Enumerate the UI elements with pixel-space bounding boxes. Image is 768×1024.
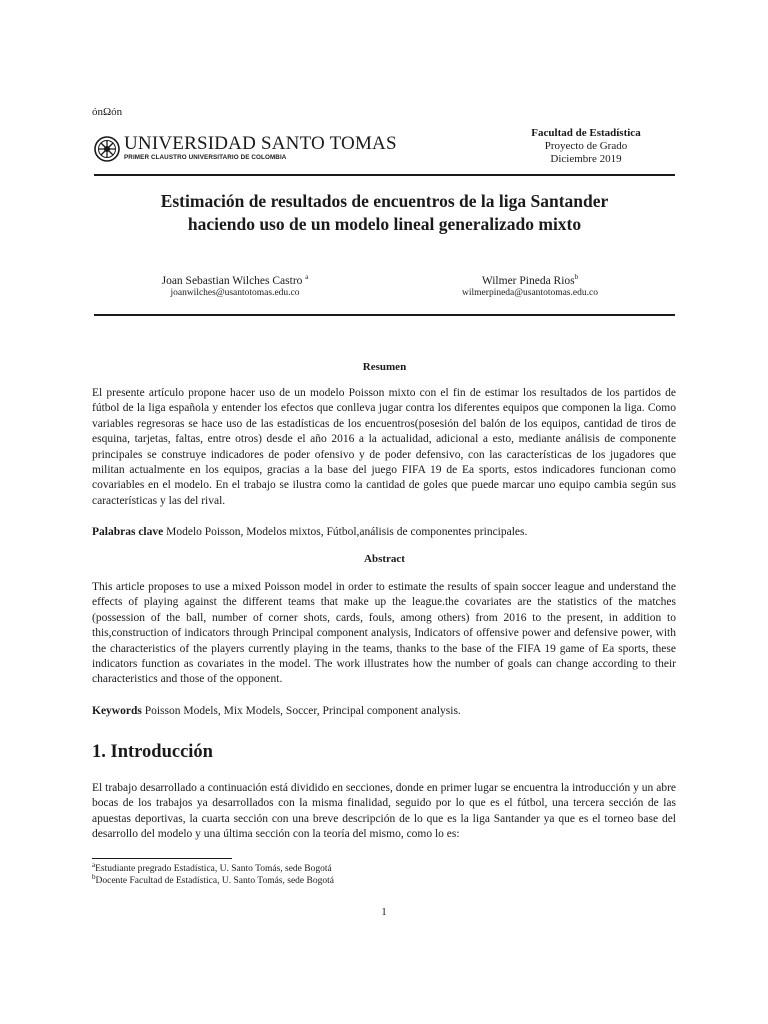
paper-title (94, 190, 675, 236)
footnote-a-mark: a (92, 861, 96, 869)
abstract-heading: Abstract (364, 553, 405, 565)
document-date: Diciembre 2019 (550, 153, 622, 165)
abstract-keywords-label: Keywords (92, 705, 142, 717)
faculty-block (496, 127, 676, 166)
authors-rule (94, 314, 675, 316)
project-type: Proyecto de Grado (544, 140, 628, 152)
author-2-email: wilmerpineda@usantotomas.edu.co (462, 287, 598, 298)
abstract-keywords (92, 704, 676, 719)
logo-title: UNIVERSIDAD SANTO TOMAS (124, 133, 397, 154)
author-1-name: Joan Sebastian Wilches Castro (161, 274, 303, 287)
abstract-keywords-list: Poisson Models, Mix Models, Soccer, Principal component analysis. (144, 705, 461, 717)
author-1 (130, 270, 340, 298)
author-2-mark: b (574, 273, 579, 281)
faculty-name: Facultad de Estadística (531, 127, 641, 139)
author-1-mark: a (305, 273, 309, 281)
intro-text: El trabajo desarrollado a continuación está dividido en secciones, donde en primer lugar se encuentra la introducción y un abre bocas de los trabajos ya desarrollados con la misma finalidad, seguido por lo que es el fútbol, una tercera sección de las apuestas deportivas, la cuarta sección con una breve descripción de lo que es la liga Santander ya que es el torneo base del desarrollo del modelo y una última sección con la teoría del mismo, como lo es: (92, 782, 676, 841)
title-line-2: haciendo uso de un modelo lineal generalizado mixto (187, 214, 582, 234)
stray-header-text: ónΩón (92, 106, 123, 118)
footnote-a-text: Estudiante pregrado Estadística, U. Santo Tomás, sede Bogotá (95, 864, 332, 875)
university-seal-icon (94, 136, 120, 162)
page-number: 1 (381, 906, 387, 918)
resumen-keywords (92, 525, 676, 540)
section-heading-introduccion: 1. Introducción (92, 742, 213, 762)
footnote-b-mark: b (92, 873, 96, 881)
university-logo (94, 133, 397, 165)
author-2-name: Wilmer Pineda Rios (481, 274, 575, 287)
resumen-keywords-label: Palabras clave (92, 526, 164, 538)
top-rule (94, 174, 675, 176)
abstract-text: This article proposes to use a mixed Poisson model in order to estimate the results of spain soccer league and understand the effects of playing against the different teams that make up the league.the covariates are the statistics of the matches (possession of the ball, number of corner shots, cards, fouls, among others) from 2016 to the present, in addition to this,construction of indicators through Principal component analysis, Indicators of offensive power and defensive power, with the characteristics of the players currently playing in the teams, thanks to the base of the FIFA 19 game of Ea sports, these indicators function as covariates in the model. The work illustrates how the number of goals can change according to their characteristics and those of the opponent. (92, 581, 676, 686)
resumen-heading: Resumen (362, 361, 407, 373)
footnote-b-text: Docente Facultad de Estadística, U. Santo Tomás, sede Bogotá (95, 876, 334, 887)
resumen-keywords-list: Modelo Poisson, Modelos mixtos, Fútbol,análisis de componentes principales. (166, 526, 528, 538)
author-1-email: joanwilches@usantotomas.edu.co (170, 287, 300, 298)
footnote-b (92, 871, 334, 887)
title-line-1: Estimación de resultados de encuentros de la liga Santander (160, 191, 609, 211)
author-2 (425, 270, 635, 298)
resumen-text: El presente artículo propone hacer uso de un modelo Poisson mixto con el fin de estimar los resultados de los partidos de fútbol de la liga española y entender los efectos que conlleva jugar contra los diferentes equipos que componen la liga. Como variables regresoras se hace uso de las estadísticas de los encuentros(posesión del balón de los equipos, cantidad de tiros de esquina, tarjetas, faltas, entre otros) desde el año 2016 a la actualidad, adicional a esto, mediante análisis de componente principales se construye indicadores de poder ofensivo y de poder defensivo, con las características de los jugadores que militan actualmente en los equipos, gracias a la base del juego FIFA 19 de Ea sports, estos indicadores funcionan como covariables en el modelo. En el trabajo se ilustra como la cantidad de goles que puede marcar uno equipo cambia según sus características y las del rival. (92, 387, 676, 507)
logo-subtitle: PRIMER CLAUSTRO UNIVERSITARIO DE COLOMBIA (124, 154, 287, 161)
